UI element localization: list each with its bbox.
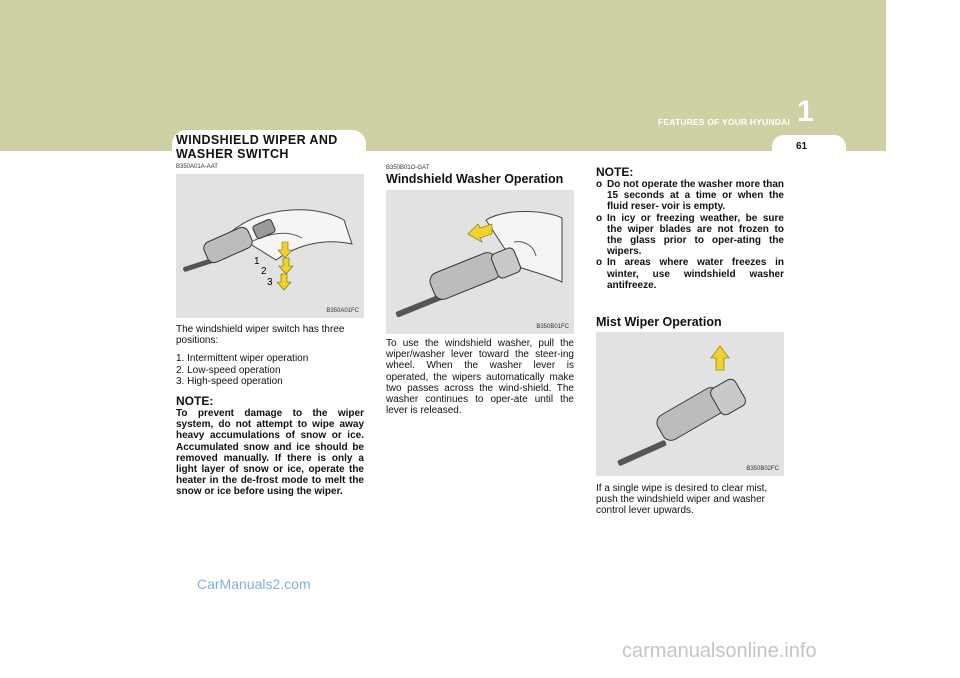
chapter-number: 1	[797, 95, 814, 128]
left-body	[176, 324, 364, 498]
position-item-3: 3. High-speed operation	[176, 375, 283, 387]
watermark-left[interactable]: CarManuals2.com	[197, 576, 311, 592]
chapter-title: FEATURES OF YOUR HYUNDAI	[658, 117, 790, 127]
section-title-line1: WINDSHIELD WIPER AND	[176, 133, 338, 147]
figure-label-1: 1	[254, 256, 260, 267]
mist-illustration	[596, 332, 784, 476]
note-item-2	[596, 213, 784, 258]
watermark-right[interactable]: carmanualsonline.info	[622, 640, 817, 662]
left-intro: The windshield wiper switch has three positions:	[176, 324, 345, 347]
figure-label-2: 2	[261, 266, 267, 277]
note-item-2-text: In icy or freezing weather, be sure the wiper blades are not frozen to the glass prior to oper-ating the wipers.	[607, 212, 784, 258]
page-number: 61	[796, 141, 808, 152]
section-title-line2: WASHER SWITCH	[176, 147, 289, 161]
note-bullet: o	[596, 257, 603, 269]
note-item-1	[596, 179, 784, 213]
middle-code: B350B01O-GAT	[386, 165, 430, 171]
left-note-heading: NOTE:	[176, 394, 214, 409]
right-figure-code: B350B02FC	[746, 466, 779, 472]
mist-figure	[596, 332, 784, 476]
right-note-heading: NOTE:	[596, 165, 634, 179]
note-bullet: o	[596, 212, 603, 224]
header-band	[0, 0, 886, 151]
note-item-3	[596, 257, 784, 291]
figure-label-3: 3	[267, 277, 273, 288]
washer-figure	[386, 190, 574, 334]
washer-heading: Windshield Washer Operation	[386, 172, 564, 186]
page-tab	[772, 135, 846, 159]
note-item-1-text: Do not operate the washer more than 15 seconds at a time or when the fluid reser- voir is empty.	[607, 179, 784, 213]
right-notes	[596, 166, 784, 291]
washer-illustration	[386, 190, 574, 334]
left-code: B350A01A-AAT	[176, 164, 218, 170]
position-item-1: 1. Intermittent wiper operation	[176, 353, 309, 365]
mist-body: If a single wipe is desired to clear mist, push the windshield wiper and washer control lever upwards.	[596, 483, 768, 517]
wiper-switch-illustration	[176, 174, 364, 318]
left-note-text: To prevent damage to the wiper system, do not attempt to wipe away heavy accumulations of snow or ice. Accumulated snow and ice should be removed manually. If there is only a light layer of snow or ice, operate the heater in the de-frost mode to melt the snow or ice before using the wiper.	[176, 408, 364, 498]
left-figure-code: B350A01FC	[326, 308, 359, 314]
section-title	[176, 133, 338, 161]
middle-figure-code: B350B01FC	[536, 324, 569, 330]
position-item-2: 2. Low-speed operation	[176, 364, 281, 376]
wiper-switch-figure	[176, 174, 364, 318]
washer-body: To use the windshield washer, pull the wiper/washer lever toward the steer-ing wheel. When the washer lever is operated, the wipers automatically make two passes across the wind-shield. The washer continues to oper-ate until the lever is released.	[386, 338, 574, 417]
note-bullet: o	[596, 179, 603, 190]
note-item-3-text: In areas where water freezes in winter, use windshield washer antifreeze.	[607, 257, 784, 291]
mist-heading: Mist Wiper Operation	[596, 315, 722, 329]
